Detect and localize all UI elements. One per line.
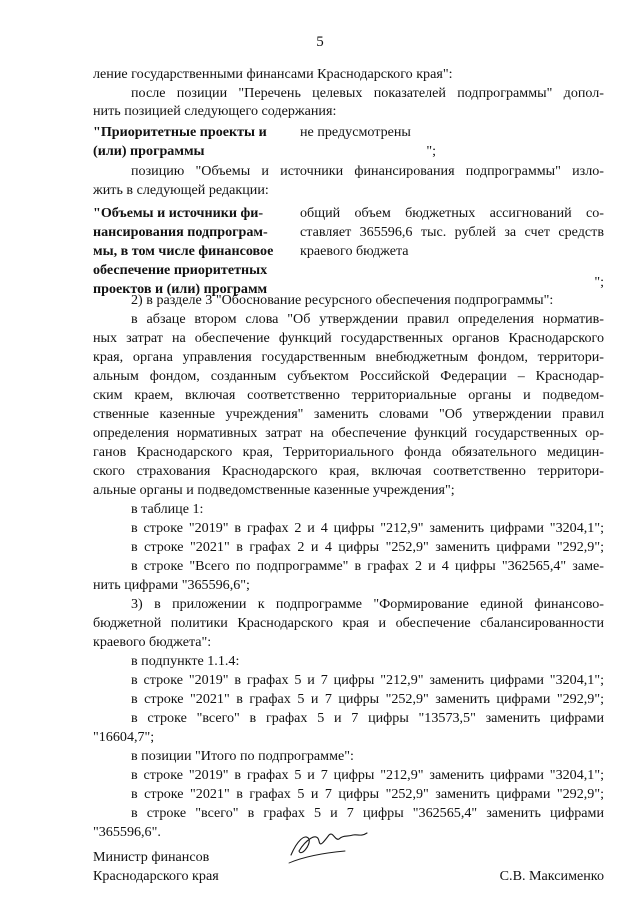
text-line: определения нормативных затрат на обеспечение функций государственных ор- bbox=[93, 425, 604, 441]
text-line: в строке "2021" в графах 2 и 4 цифры "252,9" заменить цифрами "292,9"; bbox=[131, 539, 604, 555]
table2-end-quote: "; bbox=[594, 274, 604, 290]
signer-title: Краснодарского края bbox=[93, 868, 219, 884]
signer-name: С.В. Максименко bbox=[499, 868, 604, 884]
table2-right-cell: ставляет 365596,6 тыс. рублей за счет средств bbox=[300, 224, 604, 240]
text-line: в таблице 1: bbox=[131, 501, 204, 517]
text-line: нить позицией следующего содержания: bbox=[93, 103, 337, 119]
text-line: в строке "всего" в графах 5 и 7 цифры "362565,4" заменить цифрами bbox=[131, 805, 604, 821]
text-line: бюджетной политики Краснодарского края и обеспечение сбалансированности bbox=[93, 615, 604, 631]
table1-right-cell: не предусмотрены bbox=[300, 124, 411, 140]
text-line: ганов Краснодарского края, Территориального фонда обязательного медицин- bbox=[93, 444, 604, 460]
text-line: альным фондом, созданным субъектом Российской Федерации – Краснодар- bbox=[93, 368, 604, 384]
text-line: в позиции "Итого по подпрограмме": bbox=[131, 748, 354, 764]
text-line: в подпункте 1.1.4: bbox=[131, 653, 240, 669]
table1-left-cell: (или) программы bbox=[93, 143, 205, 159]
table2-left-cell: нансирования подпрограм- bbox=[93, 224, 268, 240]
signer-title: Министр финансов bbox=[93, 849, 210, 865]
text-line: альные органы и подведомственные казенные учреждения"; bbox=[93, 482, 455, 498]
text-line: "365596,6". bbox=[93, 824, 161, 840]
table2-left-cell: проектов и (или) программ bbox=[93, 281, 268, 297]
text-line: позицию "Объемы и источники финансирования подпрограммы" изло- bbox=[131, 163, 604, 179]
text-line: после позиции "Перечень целевых показателей подпрограммы" допол- bbox=[131, 85, 604, 101]
text-line: нить цифрами "365596,6"; bbox=[93, 577, 250, 593]
table2-left-cell: "Объемы и источники фи- bbox=[93, 205, 264, 221]
handwritten-signature bbox=[283, 811, 373, 871]
text-line: "16604,7"; bbox=[93, 729, 155, 745]
text-line: ление государственными финансами Краснодарского края": bbox=[93, 66, 453, 82]
text-line: в строке "Всего по подпрограмме" в графах 2 и 4 цифры "362565,4" заме- bbox=[131, 558, 604, 574]
text-line: в строке "2021" в графах 5 и 7 цифры "252,9" заменить цифрами "292,9"; bbox=[131, 691, 604, 707]
text-line: в строке "2019" в графах 5 и 7 цифры "212,9" заменить цифрами "3204,1"; bbox=[131, 767, 604, 783]
text-line: краевого бюджета": bbox=[93, 634, 212, 650]
page-number: 5 bbox=[316, 34, 324, 50]
text-line: в абзаце втором слова "Об утверждении правил определения норматив- bbox=[131, 311, 604, 327]
text-line: в строке "всего" в графах 5 и 7 цифры "13573,5" заменить цифрами bbox=[131, 710, 604, 726]
text-line: ных затрат на обеспечение функций государственных органов Краснодарского bbox=[93, 330, 604, 346]
table1-end-quote: "; bbox=[426, 143, 436, 159]
text-line: в строке "2019" в графах 5 и 7 цифры "212,9" заменить цифрами "3204,1"; bbox=[131, 672, 604, 688]
table2-right-cell: краевого бюджета bbox=[300, 243, 409, 259]
text-line: в строке "2019" в графах 2 и 4 цифры "212,9" заменить цифрами "3204,1"; bbox=[131, 520, 604, 536]
table2-left-cell: обеспечение приоритетных bbox=[93, 262, 268, 278]
table2-left-cell: мы, в том числе финансовое bbox=[93, 243, 274, 259]
text-line: 2) в разделе 3 "Обоснование ресурсного обеспечения подпрограммы": bbox=[131, 292, 554, 308]
text-line: края, органа управления государственным внебюджетным фондом, территори- bbox=[93, 349, 604, 365]
text-line: ского страхования Краснодарского края, включая соответственно территори- bbox=[93, 463, 604, 479]
table1-left-cell: "Приоритетные проекты и bbox=[93, 124, 267, 140]
text-line: 3) в приложении к подпрограмме "Формирование единой финансово- bbox=[131, 596, 604, 612]
text-line: в строке "2021" в графах 5 и 7 цифры "252,9" заменить цифрами "292,9"; bbox=[131, 786, 604, 802]
table2-right-cell: общий объем бюджетных ассигнований со- bbox=[300, 205, 604, 221]
text-line: ским краем, включая соответственно территориальные органы и подведом- bbox=[93, 387, 604, 403]
text-line: ственные казенные учреждения" заменить словами "Об утверждении правил bbox=[93, 406, 604, 422]
text-line: жить в следующей редакции: bbox=[93, 182, 269, 198]
